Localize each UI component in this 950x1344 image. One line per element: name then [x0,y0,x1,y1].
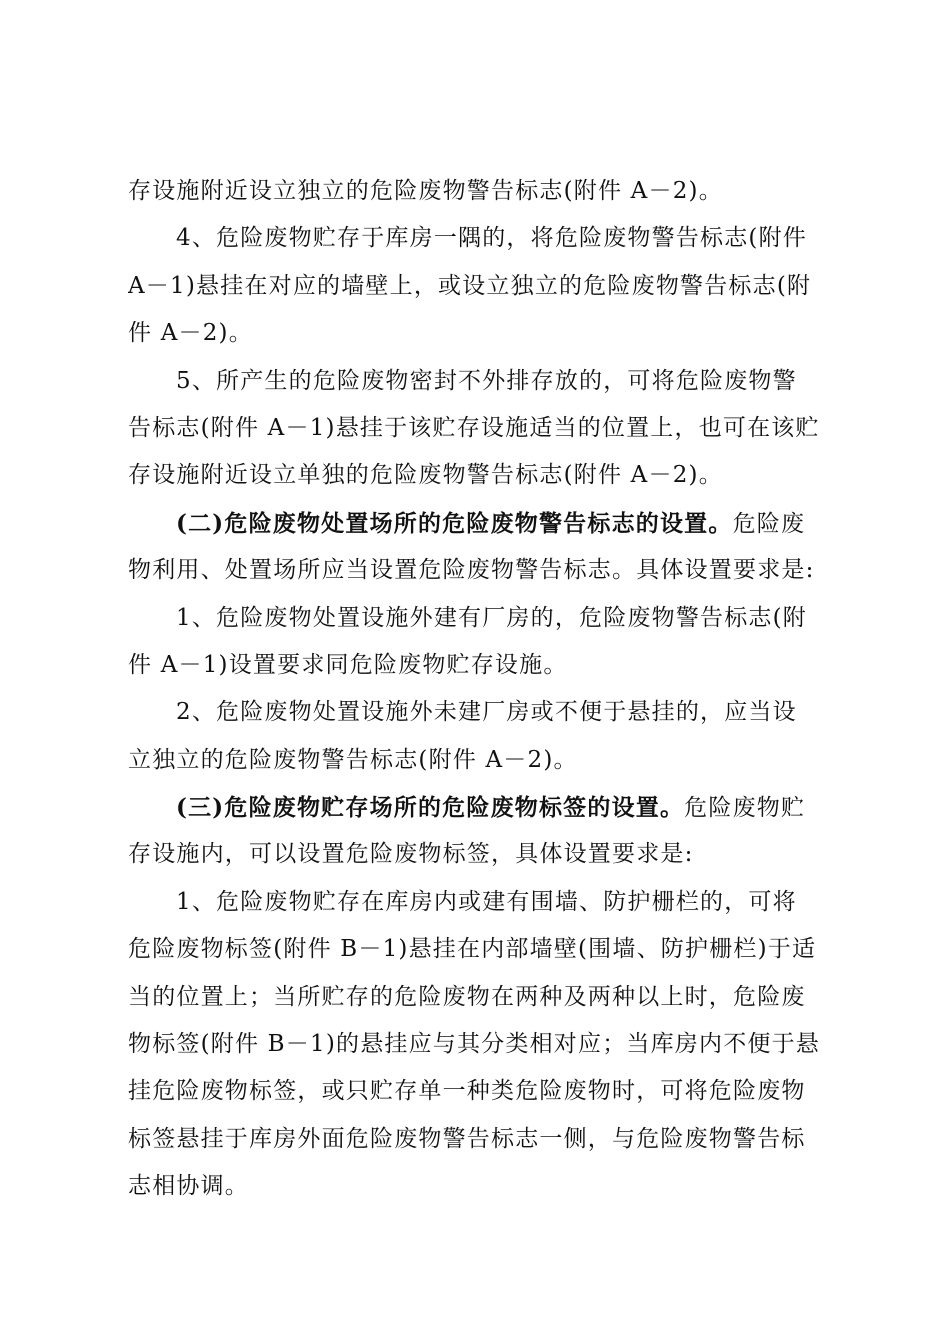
text-segment: A－1)悬挂在对应的墙壁上，或设立独立的危险废物警告标志(附 [128,272,812,299]
text-line [128,168,838,215]
text-segment: 当的位置上；当所贮存的危险废物在两种及两种以上时，危险废 [128,983,806,1010]
text-line [128,1163,838,1210]
text-segment: 1、危险废物贮存在库房内或建有围墙、防护栅栏的，可将 [176,888,797,915]
text-line [128,974,838,1021]
section-heading: (二)危险废物处置场所的危险废物警告标志的设置。 [176,509,733,537]
text-segment: 5、所产生的危险废物密封不外排存放的，可将危险废物警 [176,367,797,394]
text-segment: 志相协调。 [128,1173,249,1200]
text-line [128,926,838,973]
text-line [128,405,838,452]
text-line [128,1116,838,1163]
text-line [128,1068,838,1115]
section-heading: (三)危险废物贮存场所的危险废物标签的设置。 [176,794,685,822]
text-segment: 告标志(附件 A－1)悬挂于该贮存设施适当的位置上，也可在该贮 [128,414,820,441]
text-segment: 件 A－1)设置要求同危险废物贮存设施。 [128,651,568,678]
document-body-text [128,168,838,1211]
text-segment: 4、危险废物贮存于库房一隅的，将危险废物警告标志(附件 [176,225,808,252]
text-line [128,737,838,784]
text-line [128,547,838,594]
text-segment: 物标签(附件 B－1)的悬挂应与其分类相对应；当库房内不便于悬 [128,1031,820,1058]
text-segment: 件 A－2)。 [128,320,253,347]
text-segment: 存设施附近设立独立的危险废物警告标志(附件 A－2)。 [128,178,723,204]
text-segment: 危险废物贮 [684,795,806,822]
text-line [128,358,838,405]
text-line [128,310,838,357]
text-segment: 标签悬挂于库房外面危险废物警告标志一侧，与危险废物警告标 [128,1125,806,1152]
text-line [128,263,838,310]
text-segment: 1、危险废物处置设施外建有厂房的，危险废物警告标志(附 [176,604,808,631]
text-line [128,595,838,642]
text-segment: 危险废 [732,510,806,537]
text-segment: 危险废物标签(附件 B－1)悬挂在内部墙壁(围墙、防护栅栏)于适 [128,936,817,963]
text-line [128,452,838,499]
text-line [128,831,838,878]
text-line [128,879,838,926]
text-segment: 存设施内，可以设置危险废物标签，具体设置要求是: [128,841,694,868]
text-line [128,689,838,736]
text-segment: 存设施附近设立单独的危险废物警告标志(附件 A－2)。 [128,462,723,489]
text-line [128,1021,838,1068]
text-segment: 挂危险废物标签，或只贮存单一种类危险废物时，可将危险废物 [128,1078,806,1105]
text-line [128,500,838,547]
text-line [128,784,838,831]
text-segment: 立独立的危险废物警告标志(附件 A－2)。 [128,746,578,773]
text-segment: 物利用、处置场所应当设置危险废物警告标志。具体设置要求是: [128,557,815,584]
text-line [128,215,838,262]
text-line [128,642,838,689]
text-segment: 2、危险废物处置设施外未建厂房或不便于悬挂的，应当设 [176,699,797,726]
